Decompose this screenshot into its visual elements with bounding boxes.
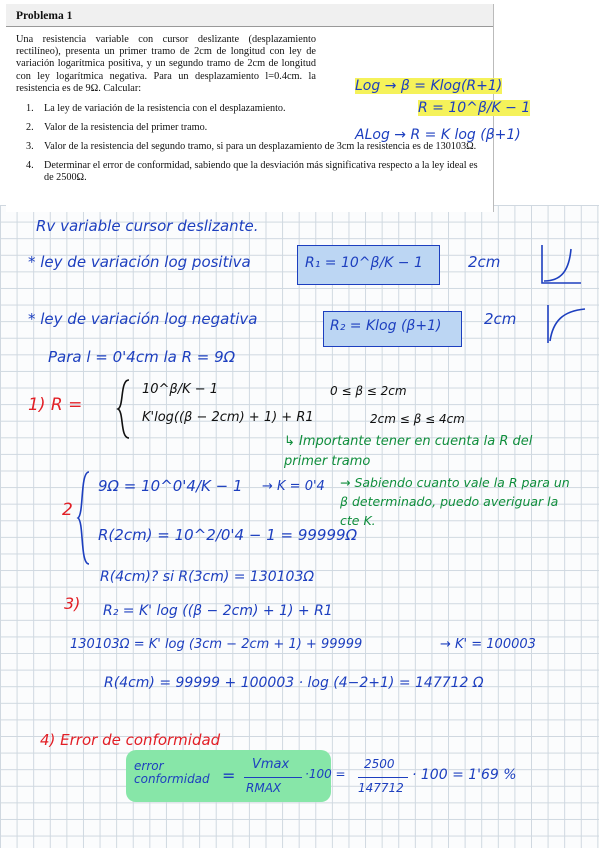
- question-item: 1. La ley de variación de la resistencia con el desplazamiento.: [26, 103, 286, 115]
- error-result: · 100 = 1'69 %: [412, 767, 517, 783]
- case-2-condition: 2cm ≤ β ≤ 4cm: [370, 412, 465, 426]
- deviation-numerator: 2500: [364, 757, 395, 771]
- brace-icon: [76, 470, 92, 566]
- fraction-line: [358, 777, 408, 778]
- length-first-section: 2cm: [468, 253, 501, 271]
- exp-curve-sketch-icon: [539, 243, 584, 288]
- eq-130103: 130103Ω = K' log (3cm − 2cm + 1) + 99999: [70, 637, 363, 652]
- note-first-section-importance: ↳ Importante tener en cuenta la R del primer tramo: [284, 434, 533, 469]
- log-formula-note: Log → β = Klog(R+1): [355, 78, 503, 94]
- note-given-value: Para l = 0'4cm la R = 9Ω: [48, 348, 236, 366]
- note-constant-k: → Sabiendo cuanto vale la R para un β determinado, puedo averiguar la cte K.: [340, 475, 570, 528]
- length-second-section: 2cm: [484, 310, 517, 328]
- answer-3-label: 3): [64, 594, 81, 613]
- answer-1-label: 1) R =: [28, 395, 83, 415]
- eq-r-2cm: R(2cm) = 10^2/0'4 − 1 = 99999Ω: [98, 526, 358, 544]
- k-prime-value: → K' = 100003: [440, 637, 536, 652]
- vmax-numerator: Vmax: [252, 757, 290, 772]
- log-curve-sketch-icon: [545, 303, 590, 348]
- question-item: 3. Valor de la resistencia del segundo tramo, si para un desplazamiento de 3cm la resistencia es de 130103Ω.: [26, 141, 477, 153]
- rmax-denominator: RMAX: [246, 781, 282, 795]
- eq-r2: R₂ = K' log ((β − 2cm) + 1) + R1: [103, 603, 333, 619]
- note-log-positive: * ley de variación log positiva: [28, 253, 251, 271]
- answer-4-label: 4) Error de conformidad: [40, 731, 221, 749]
- question-r-4cm: R(4cm)? si R(3cm) = 130103Ω: [100, 569, 315, 585]
- question-item: 2. Valor de la resistencia del primer tramo.: [26, 122, 208, 134]
- answer-2-label: 2: [62, 500, 73, 520]
- formula-negative: R₂ = Klog (β+1): [330, 318, 442, 334]
- note-rv-variable: Rv variable cursor deslizante.: [36, 217, 259, 235]
- problem-intro: Una resistencia variable con cursor deslizante (desplazamiento rectilíneo), presenta un primer tramo de 2cm de longitud con ley de variación logarítmica positiva, y un segundo tramo de 2cm de longitud con ley logarítmica negativa. Para un desplazamiento l=0.4cm. la resistencia es de 9Ω. Calcular:: [16, 34, 316, 94]
- rmax-value-denominator: 147712: [358, 781, 404, 795]
- exp-formula-note: R = 10^β/K − 1: [418, 100, 531, 116]
- brace-icon: [116, 378, 132, 440]
- formula-positive: R₁ = 10^β/K − 1: [305, 255, 423, 271]
- question-list: [26, 103, 483, 184]
- case-2-formula: K'log((β − 2cm) + 1) + R1: [142, 410, 314, 425]
- note-log-negative: * ley de variación log negativa: [28, 310, 258, 328]
- equals-sign: =: [222, 766, 236, 785]
- times-100: ·100 =: [305, 767, 346, 781]
- fraction-line: [244, 777, 302, 778]
- alog-formula-note: ALog → R = K log (β+1): [355, 127, 521, 143]
- case-1-condition: 0 ≤ β ≤ 2cm: [330, 384, 407, 398]
- error-label: error conformidad: [134, 759, 210, 786]
- k-value: → K = 0'4: [262, 479, 325, 494]
- eq-9-ohm: 9Ω = 10^0'4/K − 1: [98, 477, 243, 495]
- eq-r-4cm: R(4cm) = 99999 + 100003 · log (4−2+1) = 147712 Ω: [104, 675, 484, 691]
- case-1-formula: 10^β/K − 1: [142, 382, 219, 397]
- question-item: 4. Determinar el error de conformidad, sabiendo que la desviación más significativa respecto a la ley ideal es de 2500Ω.: [26, 160, 478, 184]
- problem-title: Problema 1: [6, 4, 493, 27]
